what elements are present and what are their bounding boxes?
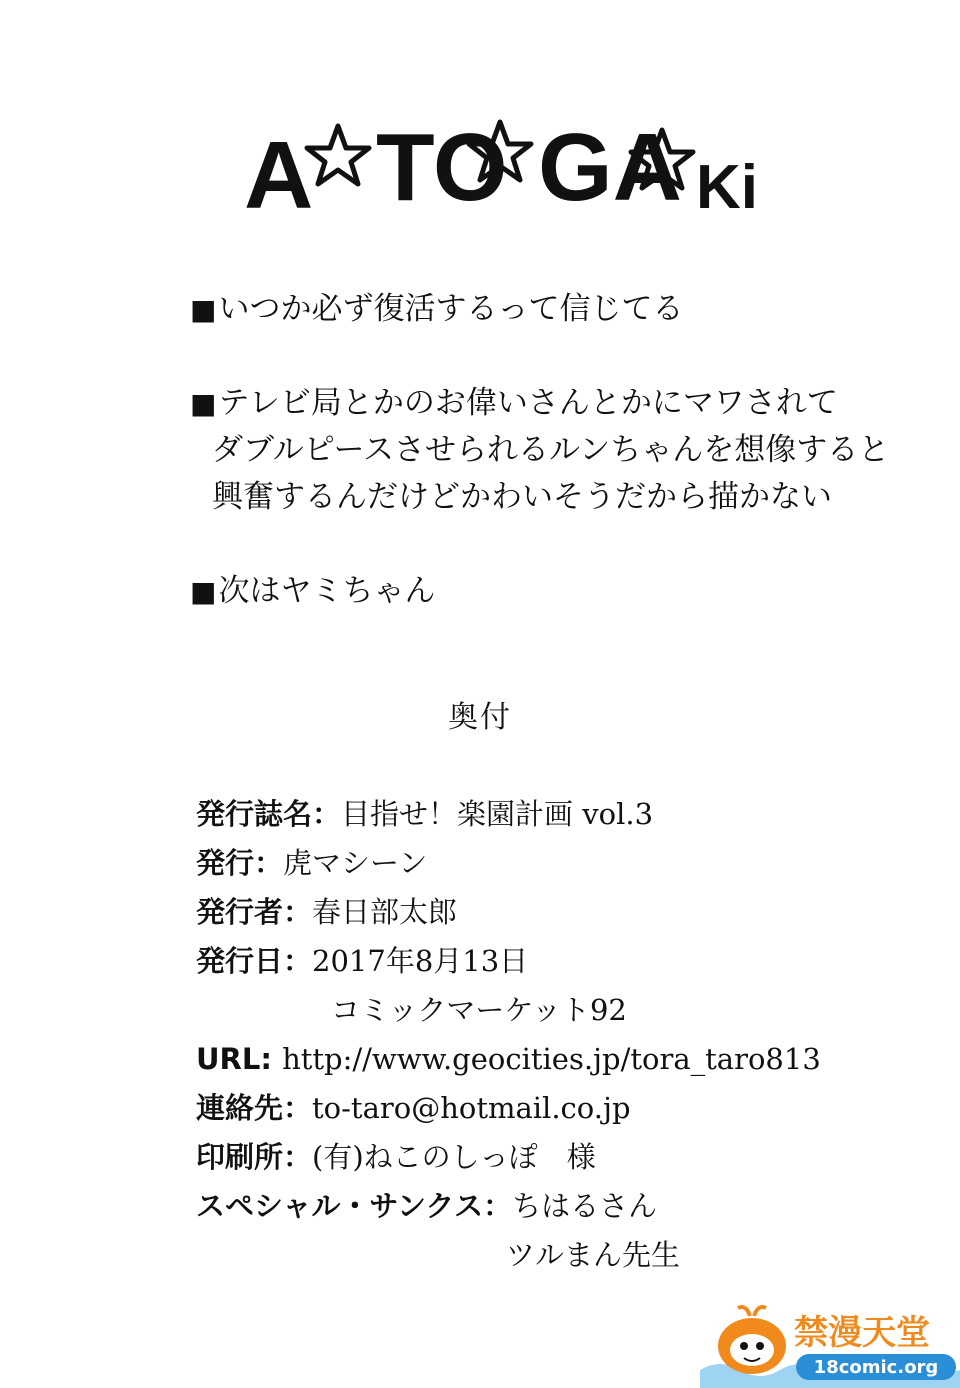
whale-logo-icon bbox=[718, 1307, 786, 1374]
colophon-value: 春日部太郎 bbox=[312, 895, 458, 929]
watermark-url: 18comic.org bbox=[813, 1357, 939, 1378]
title-part: TO bbox=[376, 114, 508, 221]
colophon-row bbox=[196, 1231, 821, 1280]
colophon-label: 発行： bbox=[196, 846, 284, 880]
note-line: 興奮するんだけどかわいそうだから描かない bbox=[212, 479, 832, 515]
colophon-row bbox=[196, 888, 821, 937]
note-line: テレビ局とかのお偉いさんとかにマワされて bbox=[218, 385, 838, 421]
colophon bbox=[196, 790, 821, 1280]
colophon-value: ツルまん先生 bbox=[506, 1238, 681, 1272]
colophon-row bbox=[196, 937, 821, 986]
star-icon bbox=[307, 126, 369, 184]
note-line: 次はヤミちゃん bbox=[218, 573, 436, 609]
afterword-notes bbox=[190, 286, 889, 662]
colophon-heading: 奥付 bbox=[448, 700, 512, 735]
watermark-name: 禁漫天堂 bbox=[794, 1313, 930, 1353]
colophon-row bbox=[196, 986, 821, 1035]
title-part: A bbox=[244, 122, 314, 223]
square-bullet-icon: ■ bbox=[190, 293, 217, 326]
colophon-value: (有)ねこのしっぽ 様 bbox=[312, 1140, 596, 1174]
colophon-value: to-taro@hotmail.co.jp bbox=[312, 1091, 631, 1125]
colophon-label: 発行日： bbox=[196, 944, 313, 978]
title-part: GA bbox=[538, 114, 682, 221]
colophon-label: スペシャル・サンクス： bbox=[196, 1189, 513, 1223]
colophon-row bbox=[196, 1182, 821, 1231]
colophon-label: 発行誌名： bbox=[196, 797, 342, 831]
colophon-label: 印刷所： bbox=[196, 1140, 313, 1174]
atogaki-title-art bbox=[238, 108, 758, 223]
colophon-row bbox=[196, 1084, 821, 1133]
site-watermark bbox=[700, 1300, 960, 1388]
colophon-value: ちはるさん bbox=[512, 1189, 658, 1223]
colophon-row bbox=[196, 839, 821, 888]
note-item bbox=[190, 286, 889, 333]
title-part: Ki bbox=[696, 153, 758, 222]
colophon-value: http://www.geocities.jp/tora_taro813 bbox=[282, 1042, 821, 1076]
colophon-label: 連絡先： bbox=[196, 1091, 313, 1125]
note-line: いつか必ず復活するって信じてる bbox=[218, 291, 684, 327]
colophon-value: 虎マシーン bbox=[283, 846, 428, 880]
colophon-row bbox=[196, 1035, 821, 1084]
colophon-value: 2017年8月13日 bbox=[312, 944, 529, 978]
colophon-row bbox=[196, 1133, 821, 1182]
note-line: ダブルピースさせられるルンちゃんを想像すると bbox=[212, 432, 890, 468]
colophon-label: 発行者： bbox=[196, 895, 313, 929]
square-bullet-icon: ■ bbox=[190, 387, 217, 420]
note-item bbox=[190, 568, 889, 615]
square-bullet-icon: ■ bbox=[190, 575, 217, 608]
colophon-label: URL: bbox=[196, 1042, 283, 1076]
colophon-row bbox=[196, 790, 821, 839]
colophon-value: 目指せ！楽園計画 vol.3 bbox=[341, 797, 654, 831]
page-title bbox=[238, 108, 758, 223]
colophon-value: コミックマーケット92 bbox=[331, 993, 627, 1027]
note-item bbox=[190, 380, 889, 521]
